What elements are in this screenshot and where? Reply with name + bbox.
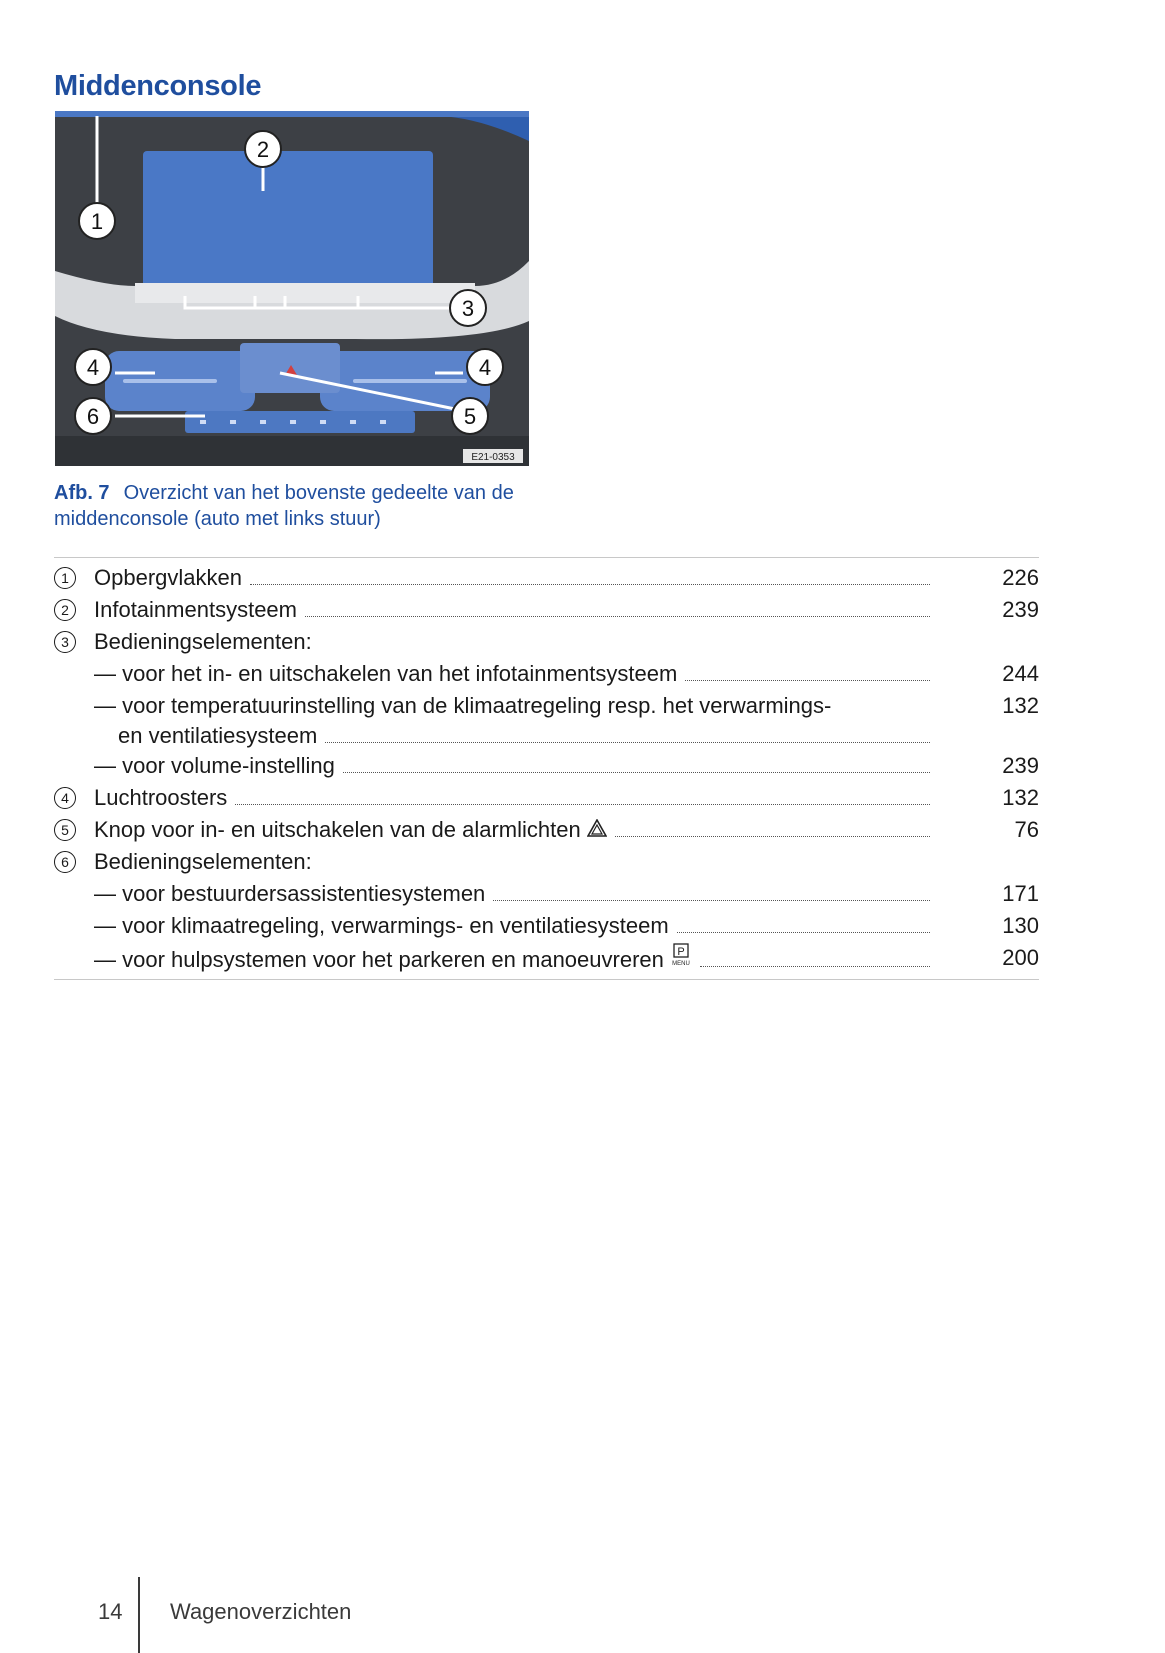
- legend-subitem: [54, 659, 1039, 691]
- svg-text:6: 6: [86, 404, 100, 429]
- svg-text:3: 3: [461, 296, 475, 321]
- legend-item: [54, 563, 1039, 595]
- callout-4-left: [75, 349, 111, 385]
- item-label: Bedieningselementen:: [94, 629, 312, 654]
- callout-4-right: [467, 349, 503, 385]
- svg-text:4: 4: [478, 355, 492, 380]
- item-label-continued: en ventilatiesysteem: [118, 723, 318, 748]
- item-label: Bedieningselementen:: [94, 849, 312, 874]
- page-reference[interactable]: 226: [1002, 565, 1039, 590]
- page-number: 14: [98, 1599, 123, 1624]
- callout-1: [79, 203, 115, 239]
- item-number: 5: [54, 819, 76, 841]
- warning-triangle-icon: [587, 815, 607, 845]
- page-reference[interactable]: 239: [1002, 753, 1039, 778]
- page-reference[interactable]: 171: [1002, 881, 1039, 906]
- section-title: Wagenoverzichten: [170, 1599, 352, 1624]
- legend-item: [54, 815, 1039, 847]
- item-label: Knop voor in- en uitschakelen van de alarmlichten: [94, 817, 581, 842]
- item-number: 1: [54, 567, 76, 589]
- page-reference[interactable]: 200: [1002, 945, 1039, 970]
- item-label: Infotainmentsysteem: [94, 597, 297, 622]
- item-number: 4: [54, 787, 76, 809]
- svg-text:P: P: [677, 946, 685, 958]
- caption-text: Overzicht van het bovenste gedeelte van de middenconsole (auto met links stuur): [54, 482, 514, 530]
- legend-subitem: [54, 911, 1039, 943]
- item-label: — voor volume-instelling: [94, 753, 335, 778]
- legend-item: [54, 847, 1039, 879]
- svg-text:5: 5: [463, 404, 477, 429]
- legend-item: [54, 783, 1039, 815]
- caption-label: Afb. 7: [54, 482, 110, 504]
- infotainment-screen: [143, 151, 433, 299]
- divider-bottom: [54, 979, 1039, 980]
- center-console-figure: [55, 111, 529, 466]
- page-reference[interactable]: 239: [1002, 597, 1039, 622]
- legend-subitem: [54, 751, 1039, 783]
- svg-text:MENU: MENU: [672, 961, 690, 967]
- item-label: — voor hulpsystemen voor het parkeren en manoeuvreren: [94, 947, 664, 972]
- figure-code: E21-0353: [471, 452, 515, 463]
- figure-caption: [54, 480, 554, 532]
- item-number: 6: [54, 851, 76, 873]
- item-label: Luchtroosters: [94, 785, 228, 810]
- footer-divider: [138, 1577, 140, 1653]
- legend-item: [54, 627, 1039, 659]
- svg-text:4: 4: [86, 355, 100, 380]
- callout-2: [245, 131, 281, 167]
- page-reference[interactable]: 132: [1002, 785, 1039, 810]
- page-title: Middenconsole: [54, 70, 262, 102]
- item-number: 3: [54, 631, 76, 653]
- page-reference[interactable]: 132: [1002, 693, 1039, 718]
- legend-subitem: [54, 943, 1039, 975]
- parking-menu-icon: [670, 943, 692, 975]
- svg-text:1: 1: [90, 209, 104, 234]
- item-label: — voor bestuurdersassistentiesystemen: [94, 881, 486, 906]
- item-number: 2: [54, 599, 76, 621]
- item-label: — voor het in- en uitschakelen van het infotainmentsysteem: [94, 661, 678, 686]
- legend-list: [54, 563, 1039, 975]
- legend-subitem: [54, 691, 1039, 751]
- item-label: — voor temperatuurinstelling van de klimaatregeling resp. het verwarmings-: [94, 693, 832, 718]
- page-reference[interactable]: 244: [1002, 661, 1039, 686]
- legend-item: [54, 595, 1039, 627]
- page-reference[interactable]: 130: [1002, 913, 1039, 938]
- item-label: — voor klimaatregeling, verwarmings- en ventilatiesysteem: [94, 913, 669, 938]
- item-label: Opbergvlakken: [94, 565, 242, 590]
- callout-5: [452, 398, 488, 434]
- divider-top: [54, 557, 1039, 558]
- svg-text:2: 2: [256, 137, 270, 162]
- callout-3: [450, 290, 486, 326]
- legend-subitem: [54, 879, 1039, 911]
- page-reference[interactable]: 76: [1014, 817, 1039, 842]
- callout-6: [75, 398, 111, 434]
